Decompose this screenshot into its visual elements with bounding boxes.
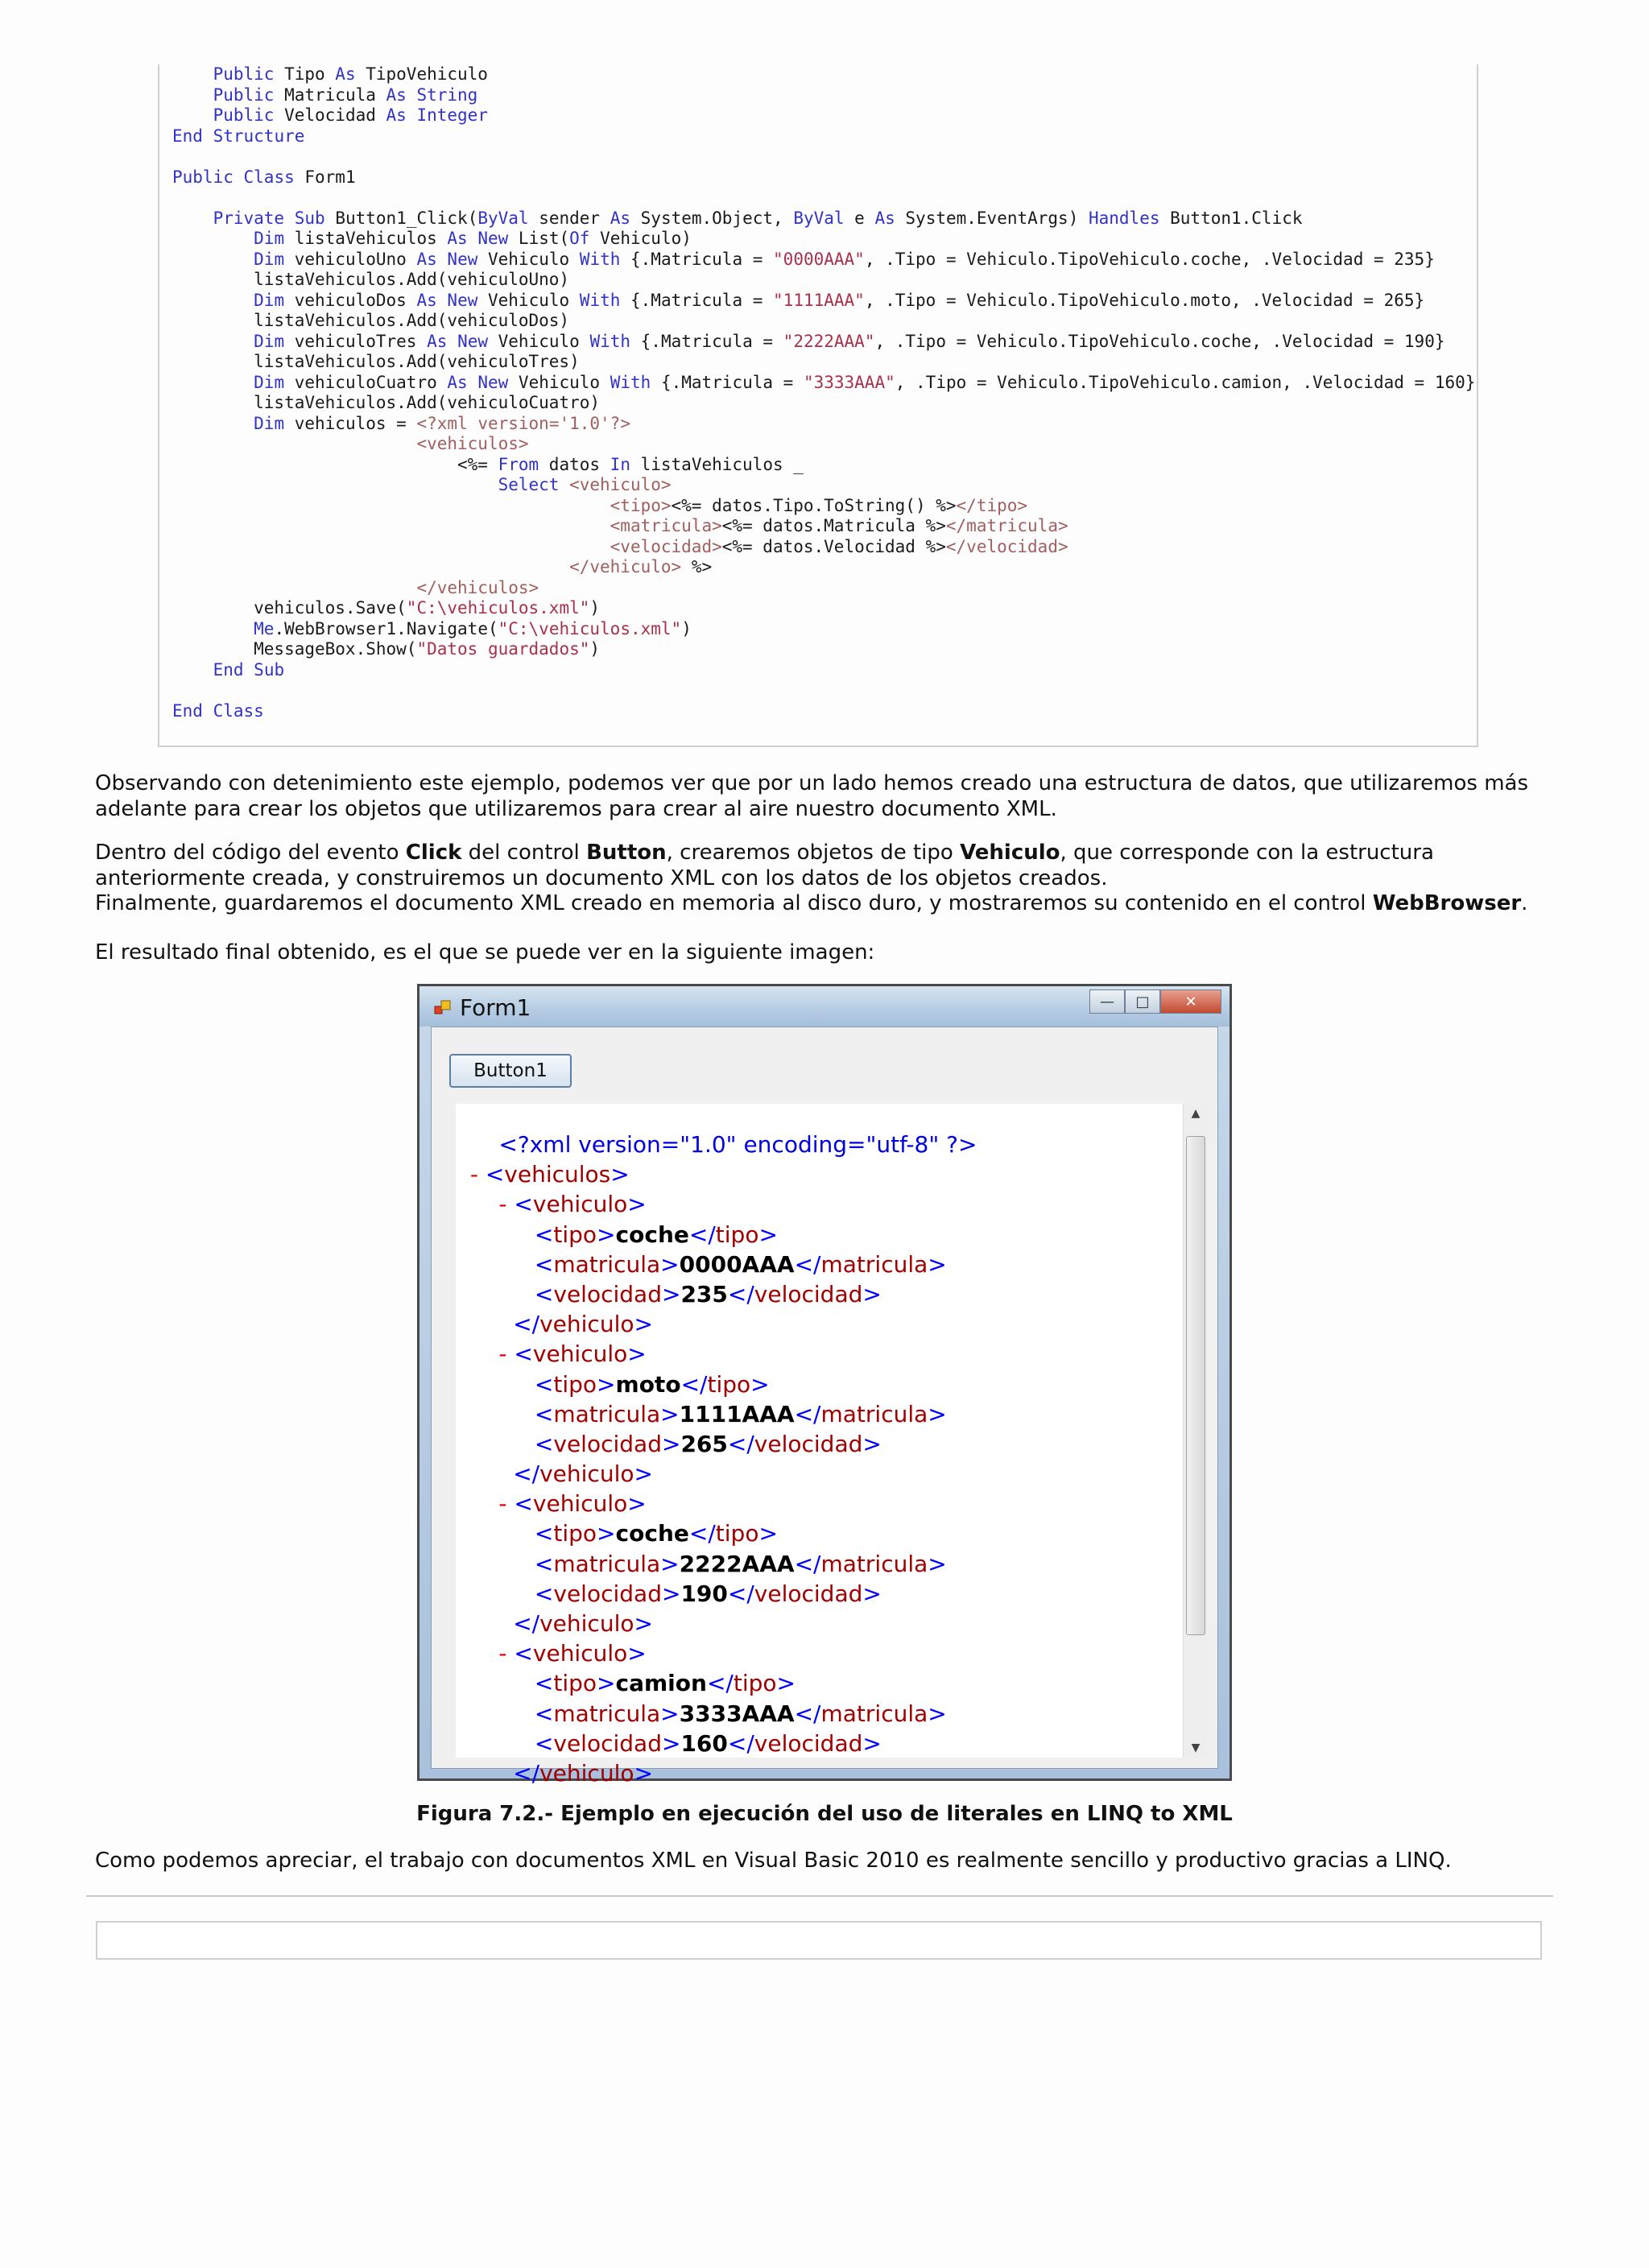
bold-button: Button [586,841,667,865]
code-line: Dim vehiculos = <?xml version='1.0'?> [254,413,630,433]
xml-field-tipo: <tipo>moto</tipo> [534,1370,770,1398]
xml-item-close: </vehiculo> [513,1610,653,1637]
xml-item-open: - <vehiculo> [498,1341,647,1368]
xml-item-open: - <vehiculo> [498,1191,647,1218]
text-run: , que corresponde con la estructura anteriormente creada, y construiremos un documento XML con los datos de los objetos creados. [95,841,1434,890]
paragraph-conclusion: Como podemos apreciar, el trabajo con documentos XML en Visual Basic 2010 es realmente sencillo y productivo gracias a LINQ. [95,1849,1452,1873]
window-controls [1089,989,1221,1014]
close-icon[interactable]: ✕ [1160,989,1221,1014]
form-client-area [431,1027,1218,1787]
bold-click: Click [405,841,462,865]
xml-declaration: <?xml version="1.0" encoding="utf-8" ?> [498,1131,977,1158]
paragraph-result-intro: El resultado final obtenido, es el que se puede ver en la siguiente imagen: [95,940,875,965]
maximize-icon[interactable]: □ [1125,989,1160,1014]
code-line: listaVehiculos.Add(vehiculoCuatro) [172,393,601,412]
code-line: <velocidad><%= datos.Velocidad %></velocidad> [610,536,1068,556]
code-line: Me.WebBrowser1.Navigate("C:\vehiculos.xml") [254,618,692,638]
code-line: <matricula><%= datos.Matricula %></matricula> [610,516,1068,535]
xml-item-open: - <vehiculo> [498,1490,647,1518]
scrollbar-thumb[interactable] [1186,1136,1205,1635]
text-run: . [1521,891,1528,915]
code-line: Dim vehiculoUno As New Vehiculo With {.Matricula = "0000AAA", .Tipo = Vehiculo.TipoVehiculo.coche, .Velocidad = 235} [254,249,1435,269]
code-line: <vehiculos> [416,434,529,453]
code-line: vehiculos.Save("C:\vehiculos.xml") [172,598,601,618]
xml-tree-view [456,1130,977,1788]
xml-field-tipo: <tipo>coche</tipo> [534,1221,778,1248]
paragraph-explanation [95,841,1560,917]
vertical-scrollbar[interactable] [1183,1104,1208,1758]
horizontal-divider [86,1895,1553,1897]
paragraph-intro: Observando con detenimiento este ejemplo, podemos ver que por un lado hemos creado una estructura de datos, que utilizaremos más adelante para crear los objetos que utilizaremos para crear al aire nuestro documento XML. [95,771,1529,821]
xml-field-velocidad: <velocidad>160</velocidad> [534,1729,882,1757]
text-run: , crearemos objetos de tipo [666,841,961,865]
code-line: </vehiculos> [416,577,539,597]
xml-item-close: </vehiculo> [513,1759,653,1787]
code-line: End Class [172,700,264,721]
code-line: <tipo><%= datos.Tipo.ToString() %></tipo> [610,495,1028,515]
xml-field-velocidad: <velocidad>190</velocidad> [534,1580,882,1607]
xml-field-tipo: <tipo>coche</tipo> [534,1520,778,1547]
code-line: listaVehiculos.Add(vehiculoTres) [172,352,580,371]
code-line: Private Sub Button1_Click(ByVal sender As System.Object, ByVal e As System.EventArgs) Handles Button1.Click [213,208,1303,228]
code-line: End Sub [213,659,285,680]
footer-box [96,1921,1542,1960]
code-listing [172,64,1475,721]
code-line: Select <vehiculo> [498,475,672,494]
code-line: MessageBox.Show("Datos guardados") [172,639,601,659]
code-line: </vehiculo> %> [569,557,713,576]
xml-field-matricula: <matricula>2222AAA</matricula> [534,1550,947,1577]
code-line: Public Class Form1 [172,167,356,187]
code-line: Public Matricula As String [213,85,478,105]
text-run: Finalmente, guardaremos el documento XML creado en memoria al disco duro, y mostraremos su contenido en el control [95,891,1373,915]
text-run: del control [461,841,587,865]
button1[interactable]: Button1 [449,1054,572,1088]
window-titlebar [419,986,1230,1027]
xml-item-close: </vehiculo> [513,1311,653,1338]
code-listing-box [158,64,1478,747]
scroll-up-icon[interactable]: ▲ [1191,1107,1201,1120]
code-line: <%= From datos In listaVehiculos _ [172,454,804,474]
form-app-icon [434,999,452,1017]
xml-item-open: - <vehiculo> [498,1640,647,1667]
code-line: Dim vehiculoCuatro As New Vehiculo With {.Matricula = "3333AAA", .Tipo = Vehiculo.TipoVehiculo.camion, .Velocidad = 160} [254,372,1476,392]
code-line: listaVehiculos.Add(vehiculoDos) [172,311,570,330]
webbrowser-control[interactable] [456,1104,1208,1787]
window-title: Form1 [460,994,531,1021]
code-line: Dim vehiculoDos As New Vehiculo With {.Matricula = "1111AAA", .Tipo = Vehiculo.TipoVehiculo.moto, .Velocidad = 265} [254,290,1425,310]
code-line: Dim listaVehiculos As New List(Of Vehiculo) [254,229,692,248]
xml-field-matricula: <matricula>0000AAA</matricula> [534,1250,947,1278]
bold-webbrowser: WebBrowser [1372,891,1522,915]
form1-window-screenshot [417,984,1232,1787]
xml-root-open: - <vehiculos> [469,1161,630,1188]
scroll-down-icon[interactable]: ▼ [1191,1741,1201,1754]
bold-vehiculo: Vehiculo [960,841,1060,865]
code-line: Dim vehiculoTres As New Vehiculo With {.Matricula = "2222AAA", .Tipo = Vehiculo.TipoVehiculo.coche, .Velocidad = 190} [254,331,1445,351]
xml-field-matricula: <matricula>3333AAA</matricula> [534,1700,947,1727]
text-run: Dentro del código del evento [95,841,406,865]
xml-field-velocidad: <velocidad>235</velocidad> [534,1280,882,1308]
code-line: listaVehiculos.Add(vehiculoUno) [172,270,570,289]
minimize-icon[interactable]: — [1089,989,1125,1014]
figure-caption: Figura 7.2.- Ejemplo en ejecución del uso de literales en LINQ to XML [416,1802,1233,1826]
code-line: Public Tipo As TipoVehiculo [213,64,488,84]
xml-item-close: </vehiculo> [513,1460,653,1488]
xml-field-velocidad: <velocidad>265</velocidad> [534,1430,882,1457]
xml-field-tipo: <tipo>camion</tipo> [534,1670,796,1697]
xml-field-matricula: <matricula>1111AAA</matricula> [534,1400,947,1427]
code-line: Public Velocidad As Integer [213,105,488,125]
code-line: End Structure [172,126,305,146]
